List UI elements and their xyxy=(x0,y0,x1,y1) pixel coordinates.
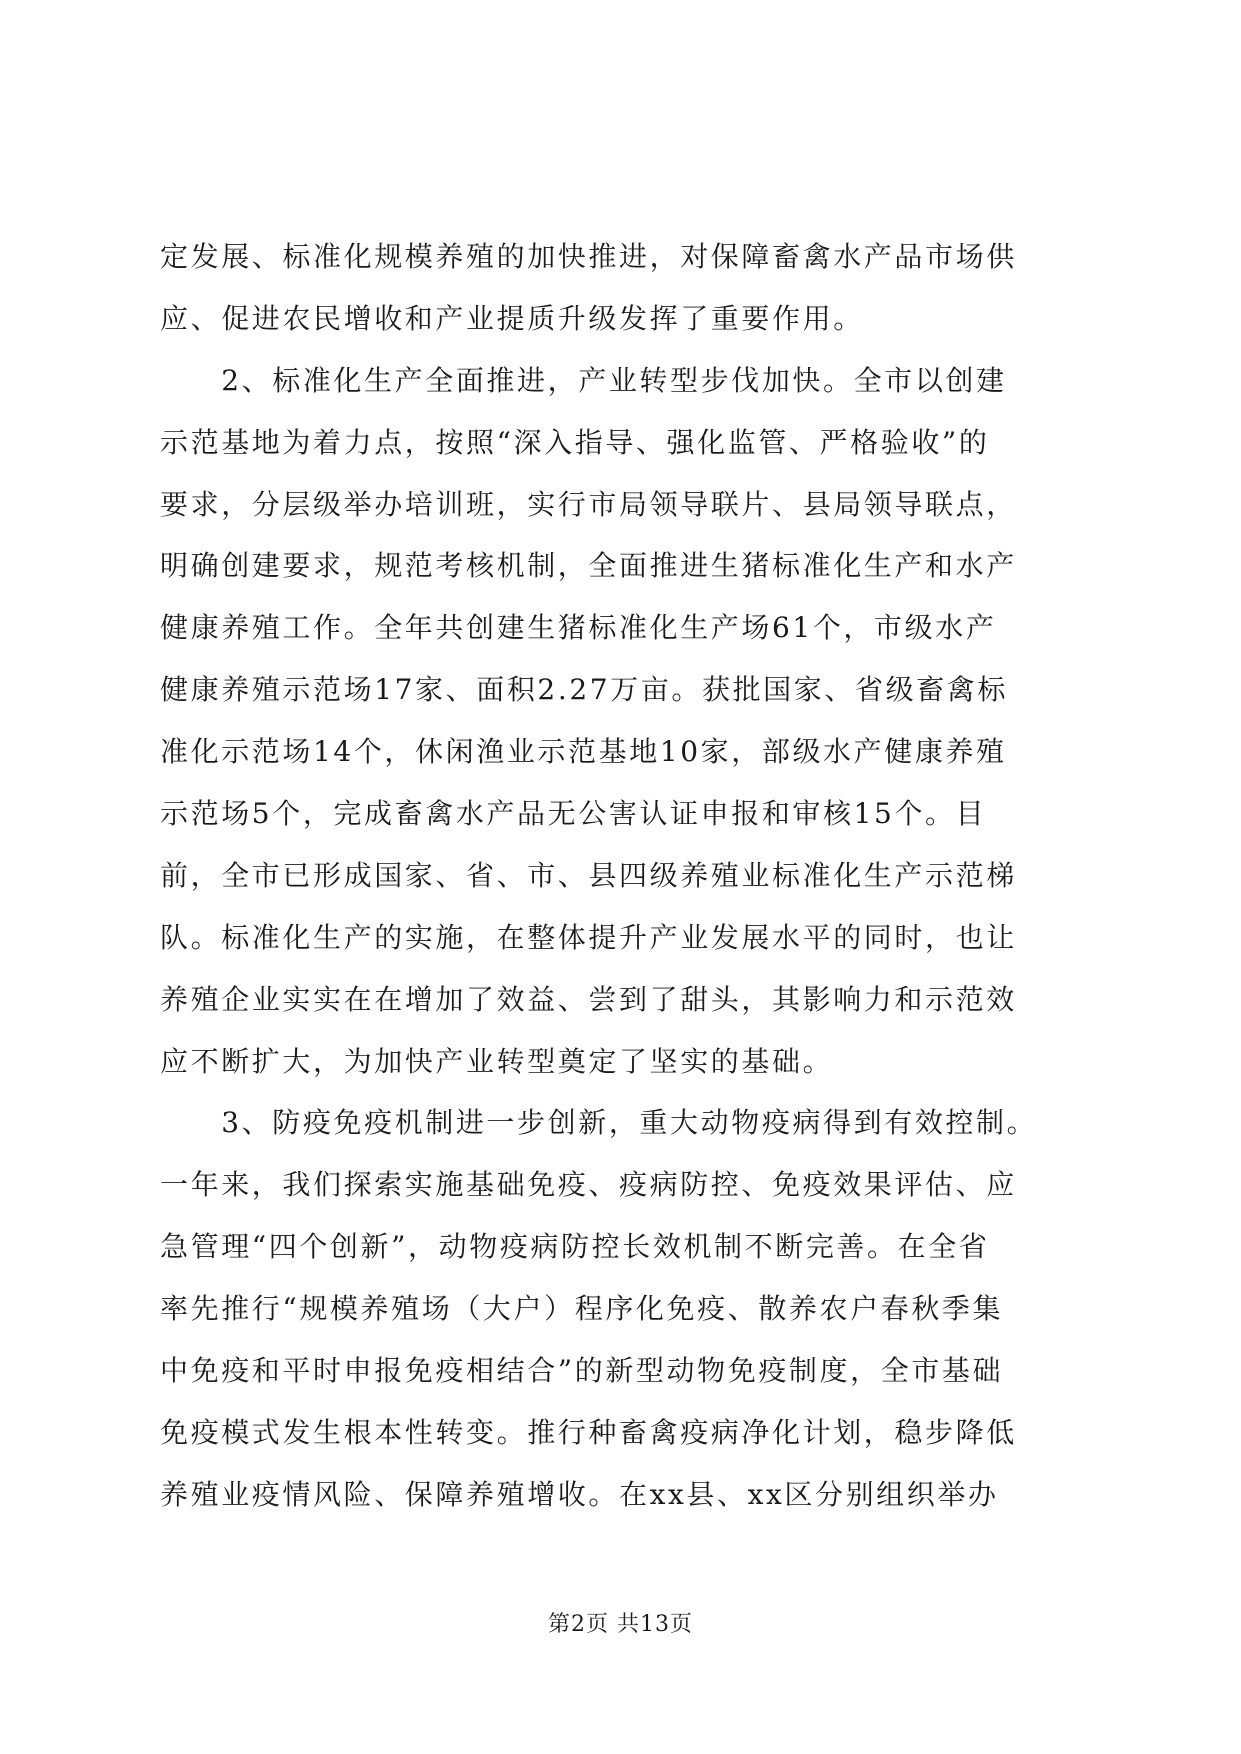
text-line: 应不断扩大，为加快产业转型奠定了坚实的基础。 xyxy=(160,1044,834,1078)
body-text xyxy=(160,226,1100,1526)
text-line: 3、防疫免疫机制进一步创新，重大动物疫病得到有效控制。 xyxy=(160,1106,1038,1140)
text-line: 示范基地为着力点，按照“深入指导、强化监管、严格验收”的 xyxy=(160,425,990,459)
text-line: 健康养殖工作。全年共创建生猪标准化生产场61个，市级水产 xyxy=(160,611,997,645)
text-line: 一年来，我们探索实施基础免疫、疫病防控、免疫效果评估、应 xyxy=(160,1168,1017,1202)
text-line: 养殖企业实实在在增加了效益、尝到了甜头，其影响力和示范效 xyxy=(160,982,1017,1016)
text-line: 2、标准化生产全面推进，产业转型步伐加快。全市以创建 xyxy=(160,363,1007,397)
text-line: 急管理“四个创新”，动物疫病防控长效机制不断完善。在全省 xyxy=(160,1230,990,1264)
text-line: 要求，分层级举办培训班，实行市局领导联片、县局领导联点， xyxy=(160,487,1017,521)
text-line: 率先推行“规模养殖场（大户）程序化免疫、散养农户春秋季集 xyxy=(160,1292,1004,1326)
text-line: 队。标准化生产的实施，在整体提升产业发展水平的同时，也让 xyxy=(160,920,1017,954)
text-line: 应、促进农民增收和产业提质升级发挥了重要作用。 xyxy=(160,301,864,335)
page-footer: 第2页 共13页 xyxy=(548,1612,693,1637)
text-line: 养殖业疫情风险、保障养殖增收。在xx县、xx区分别组织举办 xyxy=(160,1477,999,1511)
text-line: 明确创建要求，规范考核机制，全面推进生猪标准化生产和水产 xyxy=(160,549,1017,583)
text-line: 健康养殖示范场17家、面积2.27万亩。获批国家、省级畜禽标 xyxy=(160,673,1008,707)
text-line: 示范场5个，完成畜禽水产品无公害认证申报和审核15个。目 xyxy=(160,797,987,831)
text-line: 免疫模式发生根本性转变。推行种畜禽疫病净化计划，稳步降低 xyxy=(160,1415,1017,1449)
text-line: 前，全市已形成国家、省、市、县四级养殖业标准化生产示范梯 xyxy=(160,858,1017,892)
text-line: 准化示范场14个，休闲渔业示范基地10家，部级水产健康养殖 xyxy=(160,735,1007,769)
text-line: 定发展、标准化规模养殖的加快推进，对保障畜禽水产品市场供 xyxy=(160,240,1017,273)
text-line: 中免疫和平时申报免疫相结合”的新型动物免疫制度，全市基础 xyxy=(160,1354,1004,1388)
